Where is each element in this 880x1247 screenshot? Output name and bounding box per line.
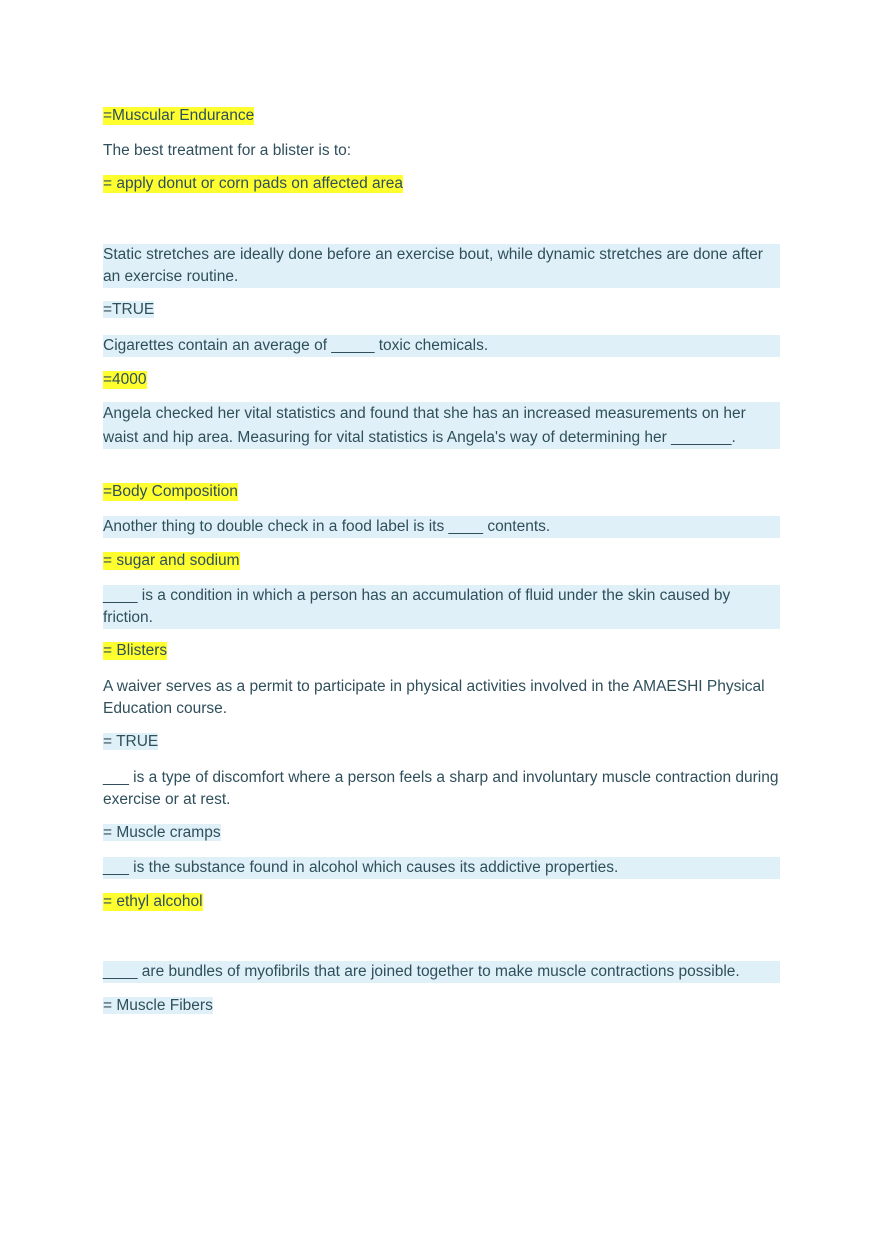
answer-body-composition xyxy=(103,481,238,503)
question-food-label xyxy=(103,516,780,538)
question-text: A waiver serves as a permit to participate in physical activities involved in the AMAESHI Physical Education course. xyxy=(103,678,765,717)
question-muscle-cramps xyxy=(103,767,780,811)
question-text: ___ is the substance found in alcohol which causes its addictive properties. xyxy=(103,859,619,876)
question-text: Another thing to double check in a food label is its ____ contents. xyxy=(103,518,551,535)
question-text: ___ is a type of discomfort where a person feels a sharp and involuntary muscle contraction during exercise or at rest. xyxy=(103,769,779,808)
answer-true-1 xyxy=(103,299,154,321)
answer-text: = sugar and sodium xyxy=(103,552,240,569)
question-text: Cigarettes contain an average of _____ toxic chemicals. xyxy=(103,337,489,354)
answer-ethyl-alcohol xyxy=(103,891,203,913)
answer-text: = ethyl alcohol xyxy=(103,893,203,910)
answer-muscular-endurance xyxy=(103,105,254,127)
question-blister-condition xyxy=(103,585,780,629)
answer-text: =Muscular Endurance xyxy=(103,107,255,124)
question-vital-statistics xyxy=(103,402,780,449)
answer-text: = Muscle Fibers xyxy=(103,997,213,1014)
question-cigarettes xyxy=(103,335,780,357)
answer-muscle-cramps xyxy=(103,822,221,844)
answer-text: = Muscle cramps xyxy=(103,824,221,841)
question-muscle-fibers xyxy=(103,961,780,983)
answer-text: =4000 xyxy=(103,371,147,388)
answer-text: =TRUE xyxy=(103,301,155,318)
answer-muscle-fibers xyxy=(103,995,213,1017)
question-waiver xyxy=(103,676,780,720)
answer-4000 xyxy=(103,369,147,391)
answer-text: = apply donut or corn pads on affected area xyxy=(103,175,404,192)
answer-donut-pads xyxy=(103,173,403,195)
answer-sugar-sodium xyxy=(103,550,240,572)
answer-text: = TRUE xyxy=(103,733,159,750)
question-text: ____ are bundles of myofibrils that are joined together to make muscle contractions possible. xyxy=(103,963,740,980)
question-alcohol-substance xyxy=(103,857,780,879)
question-text: Angela checked her vital statistics and found that she has an increased measurements on her waist and hip area. Measuring for vital statistics is Angela's way of determining her _______. xyxy=(103,405,746,446)
answer-text: = Blisters xyxy=(103,642,168,659)
answer-true-2 xyxy=(103,731,158,753)
question-blister-treatment xyxy=(103,140,351,162)
question-text: Static stretches are ideally done before an exercise bout, while dynamic stretches are done after an exercise routine. xyxy=(103,246,763,285)
question-text: ____ is a condition in which a person has an accumulation of fluid under the skin caused by friction. xyxy=(103,587,731,626)
question-static-stretches xyxy=(103,244,780,288)
answer-blisters xyxy=(103,640,167,662)
answer-text: =Body Composition xyxy=(103,483,238,500)
question-text: The best treatment for a blister is to: xyxy=(103,142,352,159)
